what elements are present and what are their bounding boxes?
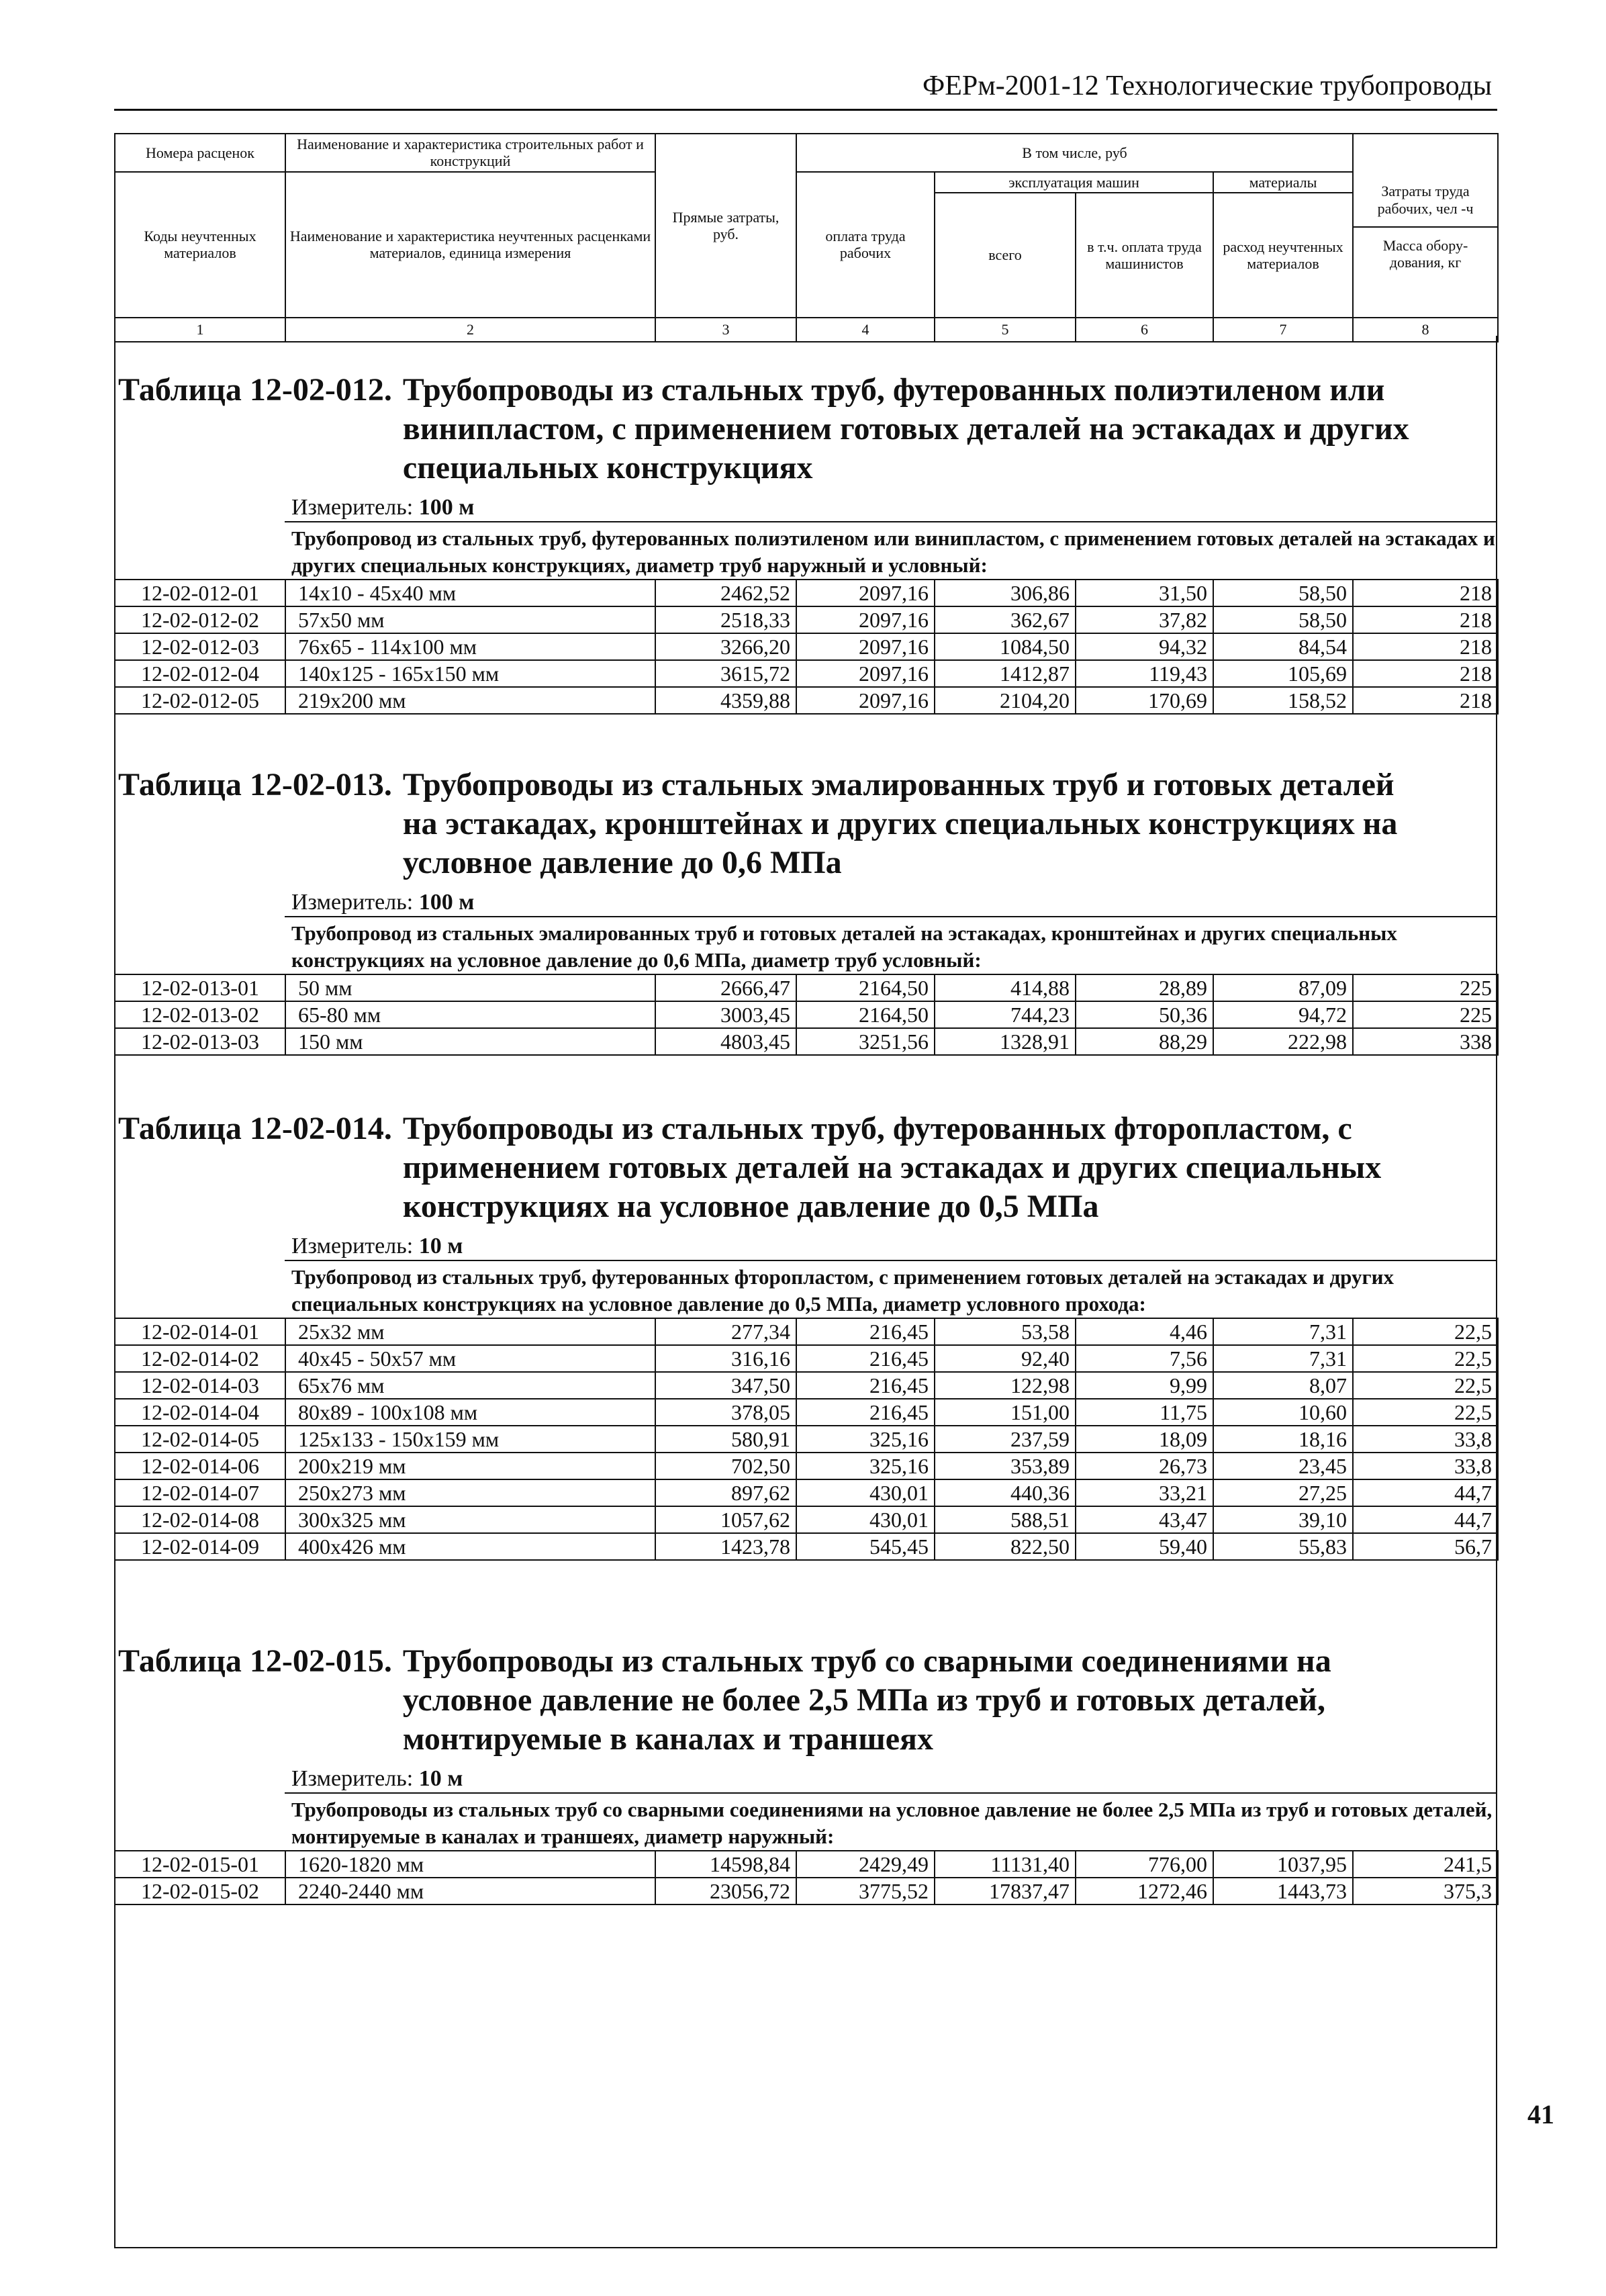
header-including: В том числе, руб [796,134,1353,172]
materials-cost: 18,16 [1213,1426,1353,1453]
machinist-pay: 43,47 [1076,1506,1213,1533]
materials-cost: 158,52 [1213,687,1353,714]
labor-pay: 545,45 [796,1533,935,1560]
table-description: Трубопровод из стальных труб, футерованных полиэтиленом или винипластом, с применением готовых деталей на эстакадах и других специальных конструкциях, диаметр труб наружный и условный: [285,521,1497,579]
table-row [115,633,1498,660]
rate-code: 12-02-014-03 [115,1372,285,1399]
materials-cost: 1037,95 [1213,1851,1353,1878]
measure-unit [291,1233,1497,1260]
direct-costs: 3615,72 [655,660,796,687]
header-equipment-mass: Масса обору- дования, кг [1382,236,1468,271]
machine-total: 1328,91 [935,1028,1076,1055]
table-row [115,1372,1498,1399]
item-name: 2240-2440 мм [285,1878,655,1904]
table-label: Таблица 12-02-015. [118,1643,392,1679]
rate-code: 12-02-013-02 [115,1001,285,1028]
direct-costs: 378,05 [655,1399,796,1426]
labor-hours: 375,3 [1353,1878,1498,1904]
header-work-name: Наименование и характеристика строительных работ и конструкций [285,134,655,172]
direct-costs: 2518,33 [655,606,796,633]
materials-cost: 8,07 [1213,1372,1353,1399]
rate-code: 12-02-012-02 [115,606,285,633]
direct-costs: 316,16 [655,1345,796,1372]
rate-code: 12-02-012-04 [115,660,285,687]
labor-pay: 325,16 [796,1453,935,1479]
rate-code: 12-02-012-01 [115,580,285,606]
measure-label: Измеритель: [291,890,414,915]
labor-pay: 216,45 [796,1372,935,1399]
materials-cost: 7,31 [1213,1318,1353,1345]
item-name: 150 мм [285,1028,655,1055]
direct-costs: 4803,45 [655,1028,796,1055]
machine-total: 53,58 [935,1318,1076,1345]
table-title [118,766,1497,882]
machinist-pay: 9,99 [1076,1372,1213,1399]
machinist-pay: 1272,46 [1076,1878,1213,1904]
table-title [118,1109,1497,1226]
table-title-text: Трубопроводы из стальных труб, футерованных фторопластом, с применением готовых деталей на эстакадах и других специальных конструкциях на условное давление до 0,5 МПа [402,1111,1382,1224]
machine-total: 362,67 [935,606,1076,633]
machine-total: 92,40 [935,1345,1076,1372]
measure-value: 100 м [418,495,475,520]
rate-code: 12-02-015-01 [115,1851,285,1878]
table-title-text: Трубопроводы из стальных труб, футерованных полиэтиленом или винипластом, с применением готовых деталей на эстакадах и других специальных конструкциях [402,372,1409,486]
labor-hours: 22,5 [1353,1399,1498,1426]
item-name: 65-80 мм [285,1001,655,1028]
machinist-pay: 59,40 [1076,1533,1213,1560]
item-name: 65х76 мм [285,1372,655,1399]
machinist-pay: 119,43 [1076,660,1213,687]
machine-total: 588,51 [935,1506,1076,1533]
item-name: 125х133 - 150х159 мм [285,1426,655,1453]
labor-pay: 2097,16 [796,687,935,714]
machinist-pay: 94,32 [1076,633,1213,660]
table-row [115,1533,1498,1560]
machinist-pay: 37,82 [1076,606,1213,633]
rate-code: 12-02-012-05 [115,687,285,714]
machinist-pay: 31,50 [1076,580,1213,606]
measure-unit [291,494,1497,521]
item-name: 140х125 - 165х150 мм [285,660,655,687]
labor-pay: 430,01 [796,1479,935,1506]
labor-hours: 218 [1353,687,1498,714]
direct-costs: 1423,78 [655,1533,796,1560]
machine-total: 1084,50 [935,633,1076,660]
direct-costs: 277,34 [655,1318,796,1345]
materials-cost: 94,72 [1213,1001,1353,1028]
direct-costs: 702,50 [655,1453,796,1479]
labor-pay: 2164,50 [796,1001,935,1028]
machinist-pay: 7,56 [1076,1345,1213,1372]
item-name: 400х426 мм [285,1533,655,1560]
labor-hours: 225 [1353,974,1498,1001]
column-number: 8 [1353,318,1498,342]
item-name: 219х200 мм [285,687,655,714]
labor-hours: 218 [1353,580,1498,606]
machine-total: 744,23 [935,1001,1076,1028]
machinist-pay: 170,69 [1076,687,1213,714]
materials-cost: 39,10 [1213,1506,1353,1533]
header-rate-numbers: Номера расценок [115,134,285,172]
labor-pay: 2097,16 [796,660,935,687]
table-title-text: Трубопроводы из стальных труб со сварными соединениями на условное давление не более 2,5 МПа из труб и готовых деталей, монтируемые в каналах и траншеях [402,1643,1331,1757]
table-label: Таблица 12-02-012. [118,372,392,408]
table-row [115,1453,1498,1479]
header-material-name: Наименование и характеристика неучтенных расценками материалов, единица измерения [285,172,655,318]
machine-total: 306,86 [935,580,1076,606]
rate-code: 12-02-014-08 [115,1506,285,1533]
machine-total: 1412,87 [935,660,1076,687]
column-number: 2 [285,318,655,342]
item-name: 50 мм [285,974,655,1001]
rates-table [114,579,1499,715]
item-name: 200х219 мм [285,1453,655,1479]
rate-code: 12-02-014-02 [115,1345,285,1372]
measure-value: 10 м [418,1766,463,1791]
item-name: 57х50 мм [285,606,655,633]
materials-cost: 105,69 [1213,660,1353,687]
header-labor-cell [1353,134,1498,318]
rates-table [114,1318,1499,1561]
item-name: 300х325 мм [285,1506,655,1533]
materials-cost: 58,50 [1213,580,1353,606]
table-description: Трубопровод из стальных труб, футерованных фторопластом, с применением готовых деталей на эстакадах и других специальных конструкциях на условное давление до 0,5 МПа, диаметр условного прохода: [285,1260,1497,1318]
labor-hours: 218 [1353,660,1498,687]
item-name: 14х10 - 45х40 мм [285,580,655,606]
direct-costs: 3003,45 [655,1001,796,1028]
table-row [115,1399,1498,1426]
machine-total: 440,36 [935,1479,1076,1506]
machinist-pay: 28,89 [1076,974,1213,1001]
labor-hours: 338 [1353,1028,1498,1055]
labor-pay: 325,16 [796,1426,935,1453]
machine-total: 822,50 [935,1533,1076,1560]
labor-hours: 241,5 [1353,1851,1498,1878]
rate-code: 12-02-012-03 [115,633,285,660]
labor-hours: 22,5 [1353,1345,1498,1372]
item-name: 80х89 - 100х108 мм [285,1399,655,1426]
labor-pay: 430,01 [796,1506,935,1533]
rates-table [114,974,1499,1056]
materials-cost: 58,50 [1213,606,1353,633]
measure-value: 10 м [418,1234,463,1258]
running-head: ФЕРм-2001-12 Технологические трубопроводы [923,71,1492,101]
table-title-text: Трубопроводы из стальных эмалированных труб и готовых деталей на эстакадах, кронштейнах и других специальных конструкциях на условное давление до 0,6 МПа [402,767,1398,880]
labor-hours: 225 [1353,1001,1498,1028]
table-row [115,974,1498,1001]
rate-code: 12-02-014-01 [115,1318,285,1345]
direct-costs: 580,91 [655,1426,796,1453]
column-header-table [114,133,1499,342]
table-description: Трубопровод из стальных эмалированных труб и готовых деталей на эстакадах, кронштейнах и других специальных конструкциях на условное давление до 0,6 МПа, диаметр труб условный: [285,916,1497,974]
materials-cost: 27,25 [1213,1479,1353,1506]
labor-hours: 44,7 [1353,1506,1498,1533]
materials-cost: 87,09 [1213,974,1353,1001]
direct-costs: 347,50 [655,1372,796,1399]
table-section [114,1109,1497,1561]
table-section [114,1642,1497,1905]
machine-total: 353,89 [935,1453,1076,1479]
rate-code: 12-02-014-04 [115,1399,285,1426]
direct-costs: 23056,72 [655,1878,796,1904]
table-row [115,660,1498,687]
labor-pay: 2429,49 [796,1851,935,1878]
machine-total: 414,88 [935,974,1076,1001]
table-row [115,606,1498,633]
table-row [115,1851,1498,1878]
measure-label: Измеритель: [291,1234,414,1258]
labor-hours: 218 [1353,606,1498,633]
measure-value: 100 м [418,890,475,915]
table-label: Таблица 12-02-013. [118,767,392,802]
measure-unit [291,1765,1497,1792]
table-row [115,1878,1498,1904]
table-section [114,371,1497,715]
table-row [115,1001,1498,1028]
item-name: 25х32 мм [285,1318,655,1345]
page-number: 41 [1527,2099,1554,2129]
measure-label: Измеритель: [291,1766,414,1791]
machine-total: 11131,40 [935,1851,1076,1878]
column-number: 4 [796,318,935,342]
table-row [115,1479,1498,1506]
labor-hours: 44,7 [1353,1479,1498,1506]
materials-cost: 222,98 [1213,1028,1353,1055]
direct-costs: 2666,47 [655,974,796,1001]
machinist-pay: 33,21 [1076,1479,1213,1506]
rate-code: 12-02-014-06 [115,1453,285,1479]
rate-code: 12-02-013-01 [115,974,285,1001]
machinist-pay: 26,73 [1076,1453,1213,1479]
header-direct-costs: Прямые затраты, руб. [655,134,796,318]
header-materials: материалы [1213,172,1353,193]
header-machinist-pay: в т.ч. оплата труда машинистов [1076,193,1213,318]
rates-table [114,1850,1499,1905]
materials-cost: 10,60 [1213,1399,1353,1426]
header-materials-usage: расход неучтенных материалов [1213,193,1353,318]
machinist-pay: 11,75 [1076,1399,1213,1426]
item-name: 250х273 мм [285,1479,655,1506]
header-labor-cost: Затраты труда рабочих, чел -ч [1354,177,1497,228]
table-title [118,1642,1497,1759]
direct-costs: 1057,62 [655,1506,796,1533]
table-title [118,371,1497,488]
materials-cost: 55,83 [1213,1533,1353,1560]
table-row [115,580,1498,606]
machine-total: 151,00 [935,1399,1076,1426]
labor-hours: 218 [1353,633,1498,660]
labor-hours: 56,7 [1353,1533,1498,1560]
table-section [114,766,1497,1056]
labor-hours: 22,5 [1353,1318,1498,1345]
machinist-pay: 776,00 [1076,1851,1213,1878]
table-label: Таблица 12-02-014. [118,1111,392,1146]
header-machine-ops: эксплуатация машин [935,172,1213,193]
machine-total: 122,98 [935,1372,1076,1399]
labor-hours: 33,8 [1353,1426,1498,1453]
materials-cost: 7,31 [1213,1345,1353,1372]
machine-total: 2104,20 [935,687,1076,714]
labor-pay: 2097,16 [796,633,935,660]
labor-pay: 3775,52 [796,1878,935,1904]
column-number: 6 [1076,318,1213,342]
direct-costs: 3266,20 [655,633,796,660]
labor-pay: 2097,16 [796,580,935,606]
labor-pay: 2097,16 [796,606,935,633]
machinist-pay: 18,09 [1076,1426,1213,1453]
labor-pay: 216,45 [796,1399,935,1426]
labor-pay: 2164,50 [796,974,935,1001]
table-row [115,1345,1498,1372]
machine-total: 237,59 [935,1426,1076,1453]
direct-costs: 14598,84 [655,1851,796,1878]
table-description: Трубопроводы из стальных труб со сварными соединениями на условное давление не более 2,5 МПа из труб и готовых деталей, монтируемые в каналах и траншеях, диаметр наружный: [285,1792,1497,1850]
materials-cost: 84,54 [1213,633,1353,660]
materials-cost: 1443,73 [1213,1878,1353,1904]
measure-unit [291,889,1497,916]
rate-code: 12-02-014-05 [115,1426,285,1453]
direct-costs: 2462,52 [655,580,796,606]
running-head-rule [114,109,1497,111]
rate-code: 12-02-014-07 [115,1479,285,1506]
column-number: 1 [115,318,285,342]
labor-pay: 216,45 [796,1318,935,1345]
table-row [115,1506,1498,1533]
item-name: 40х45 - 50х57 мм [285,1345,655,1372]
machinist-pay: 4,46 [1076,1318,1213,1345]
labor-hours: 22,5 [1353,1372,1498,1399]
rate-code: 12-02-015-02 [115,1878,285,1904]
header-labor-pay: оплата труда рабочих [796,172,935,318]
item-name: 76х65 - 114х100 мм [285,633,655,660]
direct-costs: 897,62 [655,1479,796,1506]
labor-hours: 33,8 [1353,1453,1498,1479]
table-row [115,1318,1498,1345]
labor-pay: 216,45 [796,1345,935,1372]
header-material-codes: Коды неучтенных материалов [115,172,285,318]
item-name: 1620-1820 мм [285,1851,655,1878]
column-number: 5 [935,318,1076,342]
rate-code: 12-02-013-03 [115,1028,285,1055]
column-number: 3 [655,318,796,342]
machinist-pay: 88,29 [1076,1028,1213,1055]
table-row [115,1028,1498,1055]
rate-code: 12-02-014-09 [115,1533,285,1560]
column-number: 7 [1213,318,1353,342]
measure-label: Измеритель: [291,495,414,520]
labor-pay: 3251,56 [796,1028,935,1055]
table-row [115,1426,1498,1453]
machine-total: 17837,47 [935,1878,1076,1904]
header-machine-total: всего [935,193,1076,318]
table-row [115,687,1498,714]
direct-costs: 4359,88 [655,687,796,714]
materials-cost: 23,45 [1213,1453,1353,1479]
machinist-pay: 50,36 [1076,1001,1213,1028]
